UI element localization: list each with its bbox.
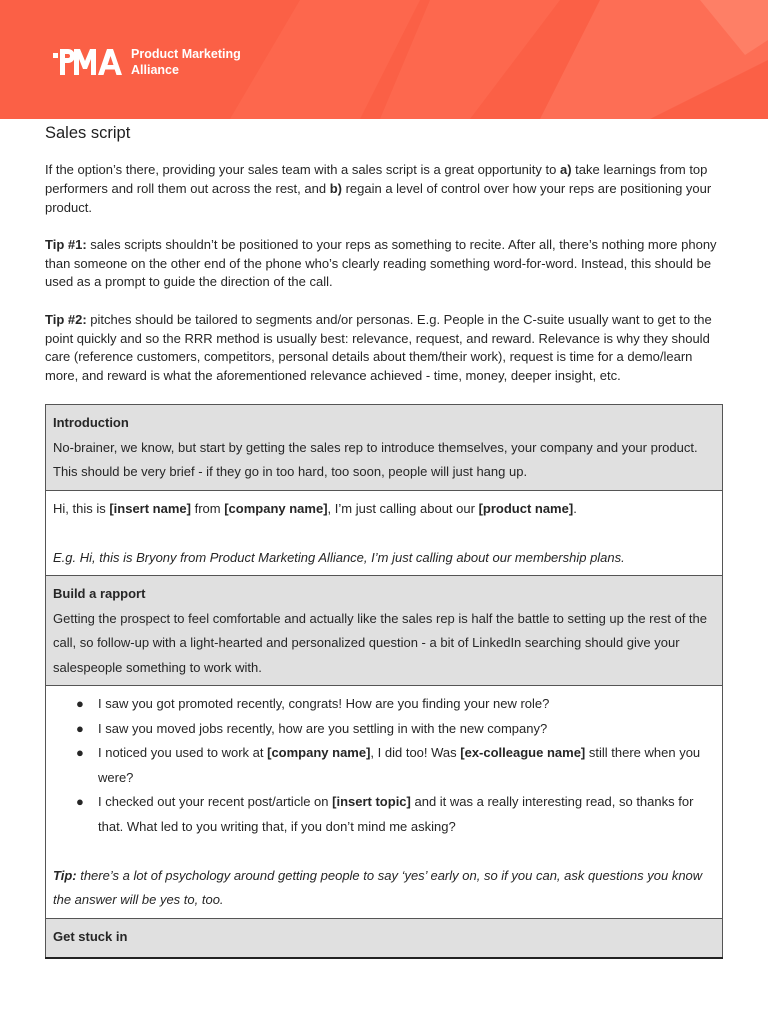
introduction-script-line: Hi, this is [insert name] from [company name], I’m just calling about our [product name].	[53, 500, 577, 516]
document-body	[45, 122, 725, 959]
tip-1-label: Tip #1:	[45, 236, 87, 252]
rapport-title: Build a rapport	[53, 586, 146, 602]
rapport-tip: Tip: there’s a lot of psychology around getting people to say ‘yes’ early on, so if you can, ask questions you know the answer will be yes to, too.	[53, 867, 703, 908]
list-item: ● I saw you got promoted recently, congrats! How are you finding your new role?	[76, 696, 550, 712]
header-banner	[0, 0, 768, 119]
sales-script-table	[45, 404, 723, 959]
introduction-header-row	[46, 405, 723, 491]
intro-paragraph: If the option’s there, providing your sales team with a sales script is a great opportunity to a) take learnings from top performers and roll them out across the rest, and b) regain a level of control over how your reps are positioning your product.	[45, 162, 712, 215]
rapport-header-row	[46, 576, 723, 686]
tip-2-paragraph: Tip #2: pitches should be tailored to segments and/or personas. E.g. People in the C-suite usually want to get to the point quickly and so the RRR method is usually best: relevance, request, and reward. Relevance is why they should care (reference customers, competitors, personal details about them/their work), request is time for a demo/learn more, and reward is what the aforementioned relevance achieved - time, money, deeper insight, etc.	[45, 311, 712, 384]
tip-2-label: Tip #2:	[45, 311, 87, 327]
get-stuck-in-title: Get stuck in	[53, 928, 128, 944]
rapport-questions-list	[53, 692, 715, 839]
list-item: ● I saw you moved jobs recently, how are you settling in with the new company?	[76, 720, 548, 736]
stuck-header-row	[46, 918, 723, 958]
logo-line-2: Alliance	[131, 63, 179, 77]
company-logo[interactable]	[53, 46, 241, 78]
introduction-script-row	[46, 490, 723, 576]
list-item: ● I noticed you used to work at [company name], I did too! Was [ex-colleague name] still there when you were?	[76, 745, 701, 785]
introduction-example: E.g. Hi, this is Bryony from Product Marketing Alliance, I’m just calling about our membership plans.	[53, 549, 625, 565]
logo-line-1: Product Marketing	[131, 47, 241, 61]
page-title: Sales script	[45, 124, 131, 142]
tip-1-paragraph: Tip #1: sales scripts shouldn’t be positioned to your reps as something to recite. After all, there’s nothing more phony than someone on the other end of the phone who’s clearly reading something word-for-word. Instead, this should be used as a prompt to guide the direction of the call.	[45, 236, 717, 290]
introduction-description: No-brainer, we know, but start by getting the sales rep to introduce themselves, your company and your product. This should be very brief - if they go in too hard, too soon, people will just hang up.	[53, 439, 698, 480]
rapport-script-row	[46, 686, 723, 919]
pma-logo-icon	[53, 46, 125, 78]
list-item: ● I checked out your recent post/article on [insert topic] and it was a really interesting read, so thanks for that. What led to you writing that, if you don’t mind me asking?	[76, 794, 694, 834]
logo-wordmark	[131, 46, 241, 78]
introduction-title: Introduction	[53, 415, 129, 431]
rapport-description: Getting the prospect to feel comfortable and actually like the sales rep is half the battle to setting up the rest of the call, so follow-up with a light-hearted and personalized question - a bit of LinkedIn searching should give your salespeople something to work with.	[53, 610, 707, 675]
